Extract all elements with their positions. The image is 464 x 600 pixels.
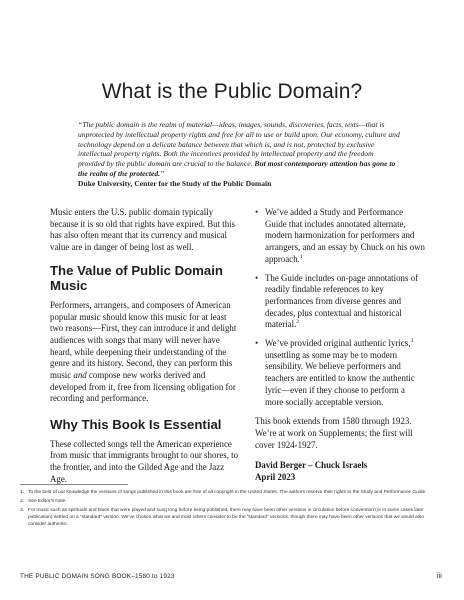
footnote-number: 1.	[20, 490, 25, 495]
bullet-icon: •	[255, 272, 259, 283]
footnote-number: 3.	[20, 507, 25, 513]
list-item-text: We’ve provided original authentic lyrics,	[265, 338, 411, 349]
list-item	[255, 207, 425, 266]
quote-text: “The public domain is the realm of material—ideas, images, sounds, discoveries, facts, texts—that is unprotected by intellectual property rights and free for all to use or build upon. Our economy, culture and technology depend on a delicate balance between that which is, and is not, protected by exclusive intellectual property rights. Both the incentives provided by intellectual property and the freedom provided by the public domain are crucial to the balance.	[78, 120, 400, 169]
signature	[255, 460, 425, 483]
quote-close: ”	[160, 168, 165, 178]
why-paragraph: These collected songs tell the American experience from music that immigrants brought to our shores, to the frontier, and into the Gilded Age and the Jazz Age.	[50, 438, 239, 484]
page-footer	[20, 573, 442, 580]
footnote	[20, 508, 442, 529]
footnote	[20, 499, 442, 506]
authors: David Berger – Chuck Israels	[255, 460, 368, 471]
page-title: What is the Public Domain?	[101, 80, 363, 103]
right-column	[255, 207, 425, 483]
footnote	[20, 490, 442, 497]
footnote-text: See Editor’s Note.	[28, 498, 67, 504]
value-text-end: compose new works derived and developed from it, free from licensing obligation for recording and performance.	[50, 370, 236, 404]
value-text-start: Performers, arrangers, and composers of American popular music should know this music for at least two reasons—First, they can introduce it and delight audiences with songs that many will never have heard, while deepening their understanding of the genre and its history. Second, they can perform this music	[50, 299, 237, 381]
footnote-number: 2.	[20, 498, 25, 504]
page-number: iii	[436, 573, 442, 580]
footnote-ref[interactable]: 2	[296, 319, 300, 326]
intro-paragraph: Music enters the U.S. public domain typically because it is so old that rights have expired. But this has also often meant that its currency and musical value are in danger of being lost as well.	[50, 207, 236, 253]
footnotes	[20, 490, 442, 531]
value-paragraph	[50, 300, 240, 405]
quote-attribution: Duke University, Center for the Study of the Public Domain	[78, 178, 272, 188]
extent-paragraph: This book extends from 1580 through 1923. We’re at work on Supplements; the first will cover 1924-1927.	[255, 416, 413, 450]
signature-date: April 2023	[255, 471, 296, 482]
footer-book-title: THE PUBLIC DOMAIN SONG BOOK–1580 to 1923	[20, 573, 175, 580]
list-item-text: We’ve added a Study and Performance Guide that includes annotated alternate, modern harmonization for performers and arrangers, and an essay by Chuck on his own approach.	[265, 207, 425, 264]
footnote-ref[interactable]: 1	[299, 253, 303, 260]
heading-why-this-book-is-essential: Why This Book Is Essential	[50, 417, 222, 433]
footnote-text: For music such as spirituals and blues that were played and sung long before being published, there may have been other versions in circulation before convention (or in some cases later publication) settled on a “standard” version. We’ve chosen what we and most others consider to be the “standard” versions, though there may have been other versions that we would also consider authentic.	[28, 507, 424, 527]
footnote-ref[interactable]: 3	[410, 338, 414, 345]
value-emphasis: and	[73, 370, 87, 381]
list-item	[255, 338, 425, 408]
list-item-text-cont: unsettling as some may be to modern sensibility. We believe performers and teachers are entitled to know the authentic lyric—even if they choose to perform a more socially acceptable version.	[265, 349, 415, 407]
footnote-divider	[20, 484, 128, 485]
epigraph-quote	[78, 120, 400, 189]
bullet-icon: •	[255, 207, 259, 217]
heading-value-of-public-domain-music: The Value of Public Domain Music	[50, 262, 223, 294]
quote-emphasis: But most contemporary attention has gone to the realm of the protected.	[78, 159, 396, 178]
list-item	[255, 273, 425, 332]
bullet-icon: •	[255, 338, 259, 349]
feature-list	[255, 207, 425, 408]
left-column	[50, 207, 240, 494]
footnote-text: To the best of our knowledge the versions of songs published in this book are free of all copyright in the United States. The authors reserve their rights to the Study and Performance Guide.	[28, 490, 427, 495]
list-item-text: The Guide includes on-page annotations of readily findable references to key performances from diverse genres and decades, plus contextual and historical material.	[265, 272, 419, 330]
